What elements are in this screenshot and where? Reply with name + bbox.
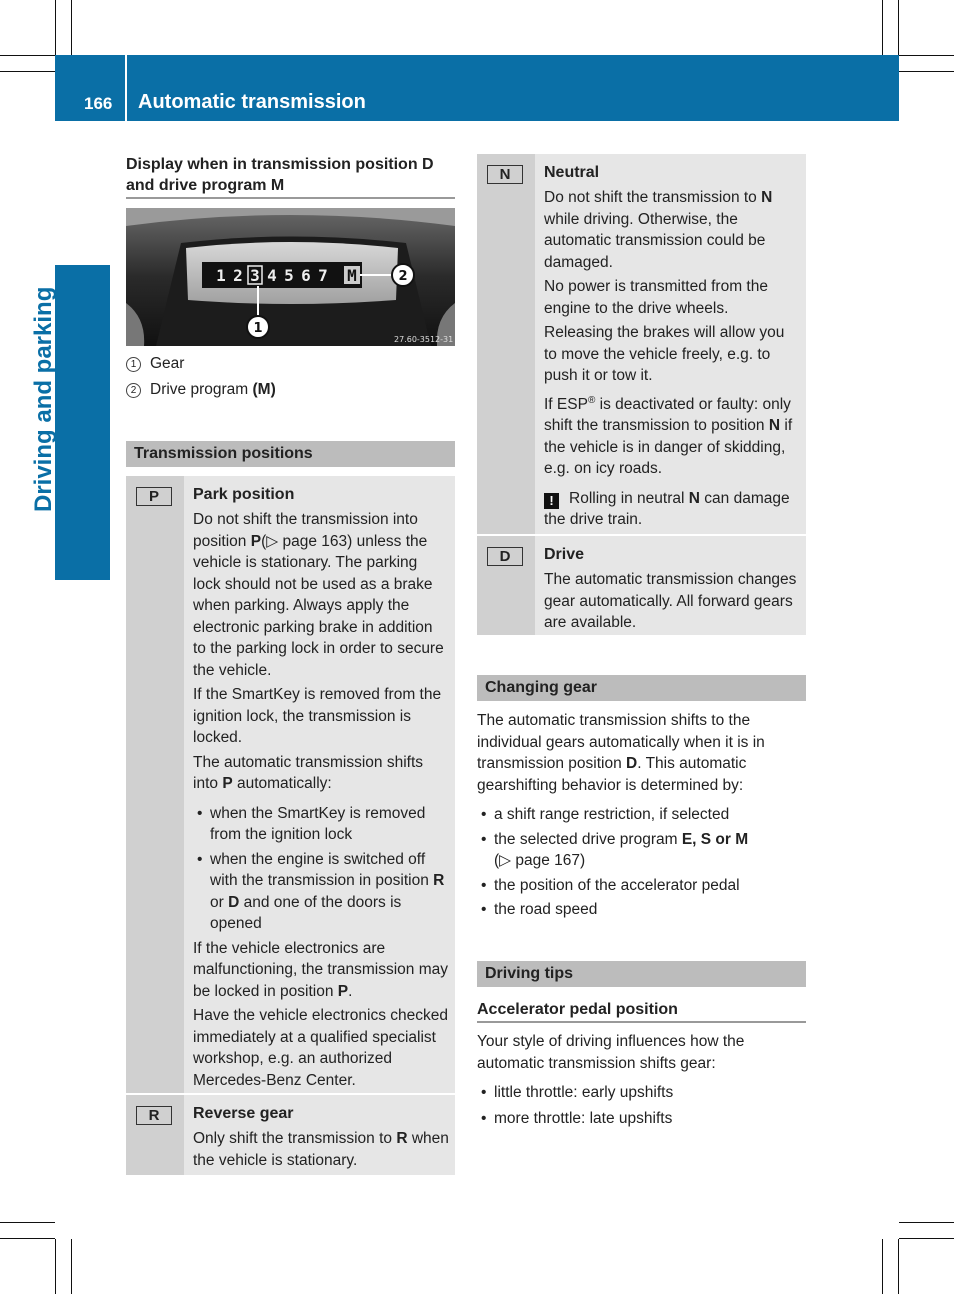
driving-tips-intro: Your style of driving influences how the automatic transmission shifts gear: xyxy=(477,1033,745,1072)
crop-mark xyxy=(899,1222,954,1223)
crop-mark xyxy=(898,0,899,55)
changing-gear-body xyxy=(477,710,806,921)
legend-number: 2 xyxy=(126,383,141,398)
changing-gear-intro: The automatic transmission shifts to the individual gears automatically when it is in transmission position D. This automatic gearshifting behavior is determined by: xyxy=(477,712,765,794)
key-column xyxy=(477,154,535,534)
park-para-5: Have the vehicle electronics checked immediately at a qualified specialist workshop, e.g. an authorized Mercedes-Benz Center. xyxy=(193,1007,449,1089)
gear-digit: 7 xyxy=(318,266,328,285)
crop-mark xyxy=(899,55,954,56)
accelerator-subheading: Accelerator pedal position xyxy=(477,1001,678,1018)
list-item: • when the SmartKey is removed from the ignition lock xyxy=(197,804,426,843)
drive-para-1: The automatic transmission changes gear automatically. All forward gears are available. xyxy=(544,571,797,631)
neutral-warning: ! Rolling in neutral N can damage the drive train. xyxy=(544,489,790,529)
crop-mark xyxy=(0,1222,55,1223)
reverse-key-icon: R xyxy=(136,1106,172,1125)
page-number: 166 xyxy=(84,94,113,113)
park-key-icon: P xyxy=(136,487,172,506)
neutral-title: Neutral xyxy=(544,164,600,181)
list-item: • more throttle: late upshifts xyxy=(481,1109,673,1127)
neutral-para-1: Do not shift the transmission to N while driving. Otherwise, the automatic transmission could be damaged. xyxy=(544,189,773,271)
list-item: • little throttle: early upshifts xyxy=(481,1084,674,1101)
reverse-title: Reverse gear xyxy=(193,1105,294,1122)
callout-1-label: 1 xyxy=(253,321,263,336)
driving-tips-body xyxy=(477,1031,806,1129)
gear-digit: 4 xyxy=(267,266,277,285)
park-para-3: The automatic transmission shifts into P automatically: xyxy=(193,753,424,792)
list-item: • a shift range restriction, if selected xyxy=(481,806,730,823)
heading-rule xyxy=(126,197,455,199)
neutral-para-2: No power is transmitted from the engine to the drive wheels. xyxy=(544,278,768,317)
legend-text: Gear xyxy=(150,355,185,372)
section-heading-transmission-positions: Transmission positions xyxy=(126,441,455,467)
legend-item-1 xyxy=(126,353,184,375)
gear-digit: 1 xyxy=(216,266,226,285)
program-letter: M xyxy=(347,266,357,285)
crop-mark xyxy=(71,0,72,55)
park-block xyxy=(126,476,455,1093)
legend-number: 1 xyxy=(126,357,141,372)
crop-mark xyxy=(55,0,56,55)
crop-mark xyxy=(899,1238,954,1239)
crop-mark xyxy=(71,1239,72,1294)
park-title: Park position xyxy=(193,486,295,503)
gear-digit: 3 xyxy=(250,266,260,285)
legend-bold: (M) xyxy=(252,381,276,398)
drive-text xyxy=(544,545,800,637)
gear-digit: 5 xyxy=(284,266,294,285)
crop-mark xyxy=(882,1239,883,1294)
crop-mark xyxy=(55,1239,56,1294)
crop-mark xyxy=(882,0,883,55)
list-item: • when the engine is switched off with the transmission in position R or D and one of the doors is opened xyxy=(197,850,445,932)
section-heading-changing-gear: Changing gear xyxy=(477,675,806,701)
callout-2-label: 2 xyxy=(398,269,408,284)
legend-text: Drive program xyxy=(150,381,249,398)
park-para-1: Do not shift the transmission into position P(▷ page 163) unless the vehicle is stationary. The parking lock should not be used as a brake when parking. Always apply the electronic parking brake in addition to the parking lock in order to secure the vehicle. xyxy=(193,511,444,679)
list-item: • the selected drive program E, S or M (▷ page 167) xyxy=(481,830,749,869)
reverse-block xyxy=(126,1095,455,1175)
crop-mark xyxy=(899,71,954,72)
park-para-4: If the vehicle electronics are malfunctioning, the transmission may be locked in position P. xyxy=(193,939,449,1000)
display-heading: Display when in transmission position D and drive program M xyxy=(126,156,434,194)
section-heading-driving-tips: Driving tips xyxy=(477,961,806,987)
neutral-para-3: Releasing the brakes will allow you to move the vehicle freely, e.g. to push it or tow it. xyxy=(544,324,785,384)
crop-mark xyxy=(0,55,55,56)
neutral-block xyxy=(477,154,806,534)
drive-block xyxy=(477,536,806,635)
list-item: • the road speed xyxy=(481,901,598,918)
reverse-text xyxy=(193,1104,449,1174)
reverse-para-1: Only shift the transmission to R when the vehicle is stationary. xyxy=(193,1130,449,1169)
header-divider xyxy=(125,55,127,121)
drive-title: Drive xyxy=(544,546,585,563)
neutral-para-4: If ESP® is deactivated or faulty: only shift the transmission to position N if the vehicle is in danger of skidding, e.g. on icy roads. xyxy=(544,394,793,478)
legend-item-2 xyxy=(126,379,276,401)
warning-icon: ! xyxy=(544,493,559,509)
crop-mark xyxy=(0,1238,55,1239)
subheading-rule xyxy=(477,1021,806,1023)
crop-mark xyxy=(898,1239,899,1294)
gear-strip xyxy=(202,262,362,288)
page-title: Automatic transmission xyxy=(138,91,366,113)
neutral-key-icon: N xyxy=(487,165,523,184)
park-text xyxy=(193,485,449,1094)
image-ref-code: 27.60-3512-31 xyxy=(394,335,454,344)
instrument-cluster-image xyxy=(126,208,455,346)
side-tab xyxy=(55,265,110,580)
gear-digit: 6 xyxy=(301,266,311,285)
key-column xyxy=(126,476,184,1093)
neutral-text xyxy=(544,163,800,534)
crop-mark xyxy=(0,71,55,72)
park-para-2: If the SmartKey is removed from the ignition lock, the transmission is locked. xyxy=(193,686,442,746)
drive-key-icon: D xyxy=(487,547,523,566)
gear-digit: 2 xyxy=(233,266,243,285)
side-tab-label: Driving and parking xyxy=(30,286,57,512)
list-item: • the position of the accelerator pedal xyxy=(481,876,740,894)
